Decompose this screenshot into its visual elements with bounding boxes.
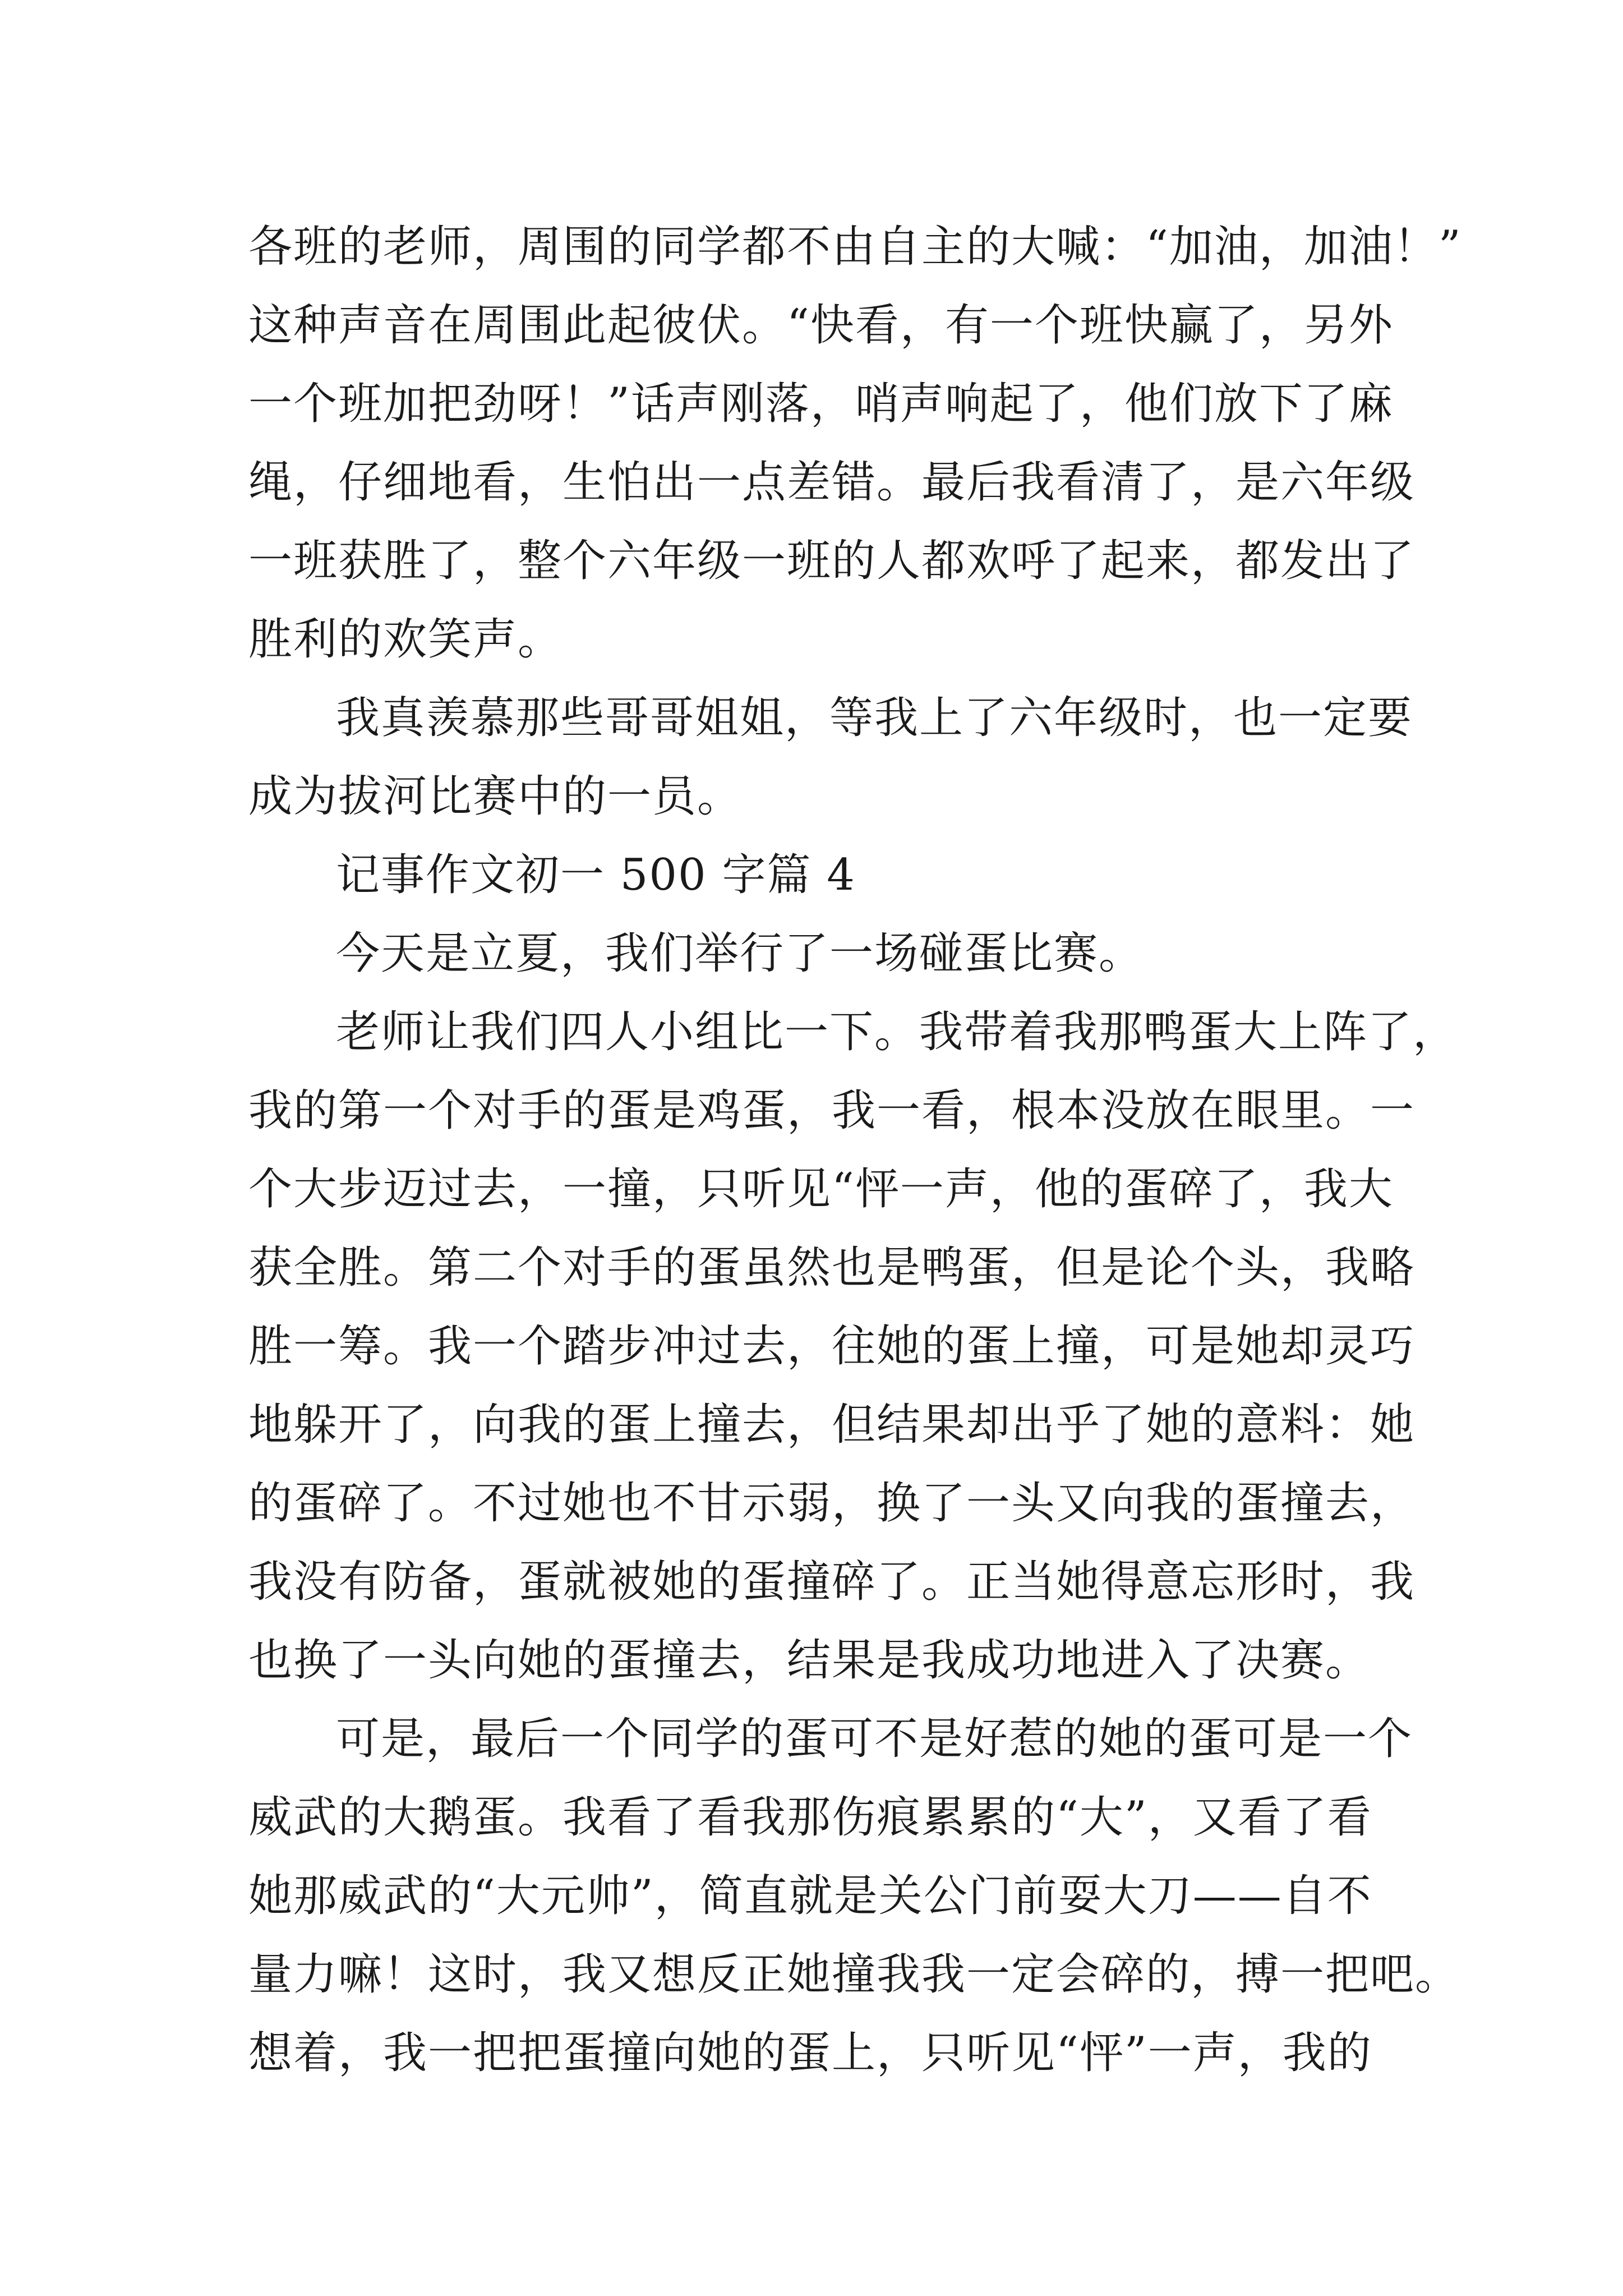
text-line: 获全胜。第二个对手的蛋虽然也是鸭蛋，但是论个头，我略 xyxy=(248,1243,1415,1293)
text-line: 绳，仔细地看，生怕出一点差错。最后我看清了，是六年级 xyxy=(248,457,1415,508)
text-line: 各班的老师，周围的同学都不由自主的大喊：“加油，加油！” xyxy=(248,222,1462,272)
text-line: 可是，最后一个同学的蛋可不是好惹的她的蛋可是一个 xyxy=(336,1714,1413,1764)
text-line: 我没有防备，蛋就被她的蛋撞碎了。正当她得意忘形时，我 xyxy=(248,1557,1415,1607)
text-line: 一班获胜了，整个六年级一班的人都欢呼了起来，都发出了 xyxy=(248,536,1415,586)
text-line: 威武的大鹅蛋。我看了看我那伤痕累累的“大”，又看了看 xyxy=(248,1792,1372,1843)
text-line: 量力嘛！这时，我又想反正她撞我我一定会碎的，搏一把吧。 xyxy=(248,1949,1460,2000)
text-line: 胜一筹。我一个踏步冲过去，往她的蛋上撞，可是她却灵巧 xyxy=(248,1321,1415,1372)
text-line: 今天是立夏，我们举行了一场碰蛋比赛。 xyxy=(336,928,1144,979)
text-line: 老师让我们四人小组比一下。我带着我那鸭蛋大上阵了， xyxy=(336,1007,1458,1057)
text-line: 的蛋碎了。不过她也不甘示弱，换了一头又向我的蛋撞去， xyxy=(248,1478,1415,1529)
section-heading: 记事作文初一 500 字篇 4 xyxy=(336,850,856,900)
text-line: 个大步迈过去，一撞，只听见“怦一声，他的蛋碎了，我大 xyxy=(248,1164,1394,1214)
text-line: 她那威武的“大元帅”，简直就是关公门前耍大刀——自不 xyxy=(248,1871,1372,1921)
text-line: 一个班加把劲呀！”话声刚落，哨声响起了，他们放下了麻 xyxy=(248,379,1394,429)
text-line: 想着，我一把把蛋撞向她的蛋上，只听见“怦”一声，我的 xyxy=(248,2028,1372,2078)
text-line: 我真羡慕那些哥哥姐姐，等我上了六年级时，也一定要 xyxy=(336,693,1413,743)
text-line: 我的第一个对手的蛋是鸡蛋，我一看，根本没放在眼里。一 xyxy=(248,1085,1415,1136)
text-line: 成为拔河比赛中的一员。 xyxy=(248,771,743,822)
text-line: 也换了一头向她的蛋撞去，结果是我成功地进入了决赛。 xyxy=(248,1635,1371,1686)
text-line: 这种声音在周围此起彼伏。“快看，有一个班快赢了，另外 xyxy=(248,300,1394,351)
text-line: 胜利的欢笑声。 xyxy=(248,614,563,665)
text-line: 地躲开了，向我的蛋上撞去，但结果却出乎了她的意料：她 xyxy=(248,1400,1415,1450)
